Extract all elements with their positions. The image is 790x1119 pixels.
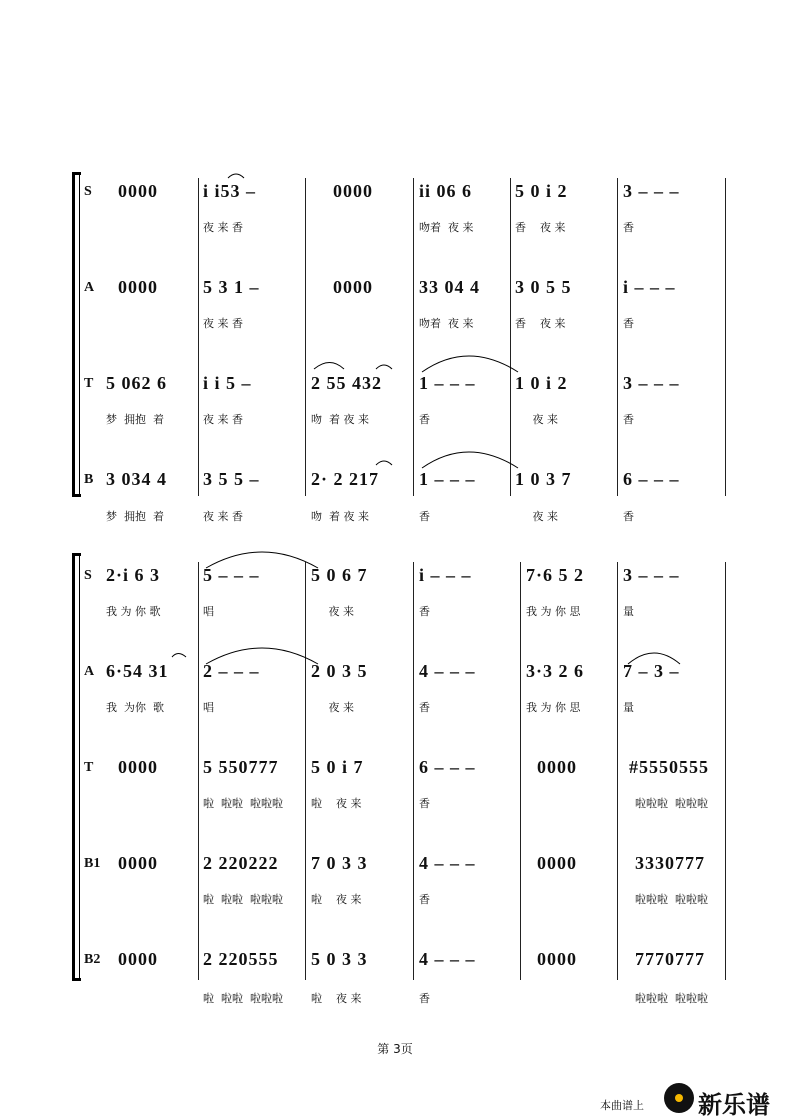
measure-notes: 6·54 31: [106, 661, 169, 681]
lyric-line: 香: [419, 701, 430, 714]
logo-text: 新乐谱: [698, 1091, 770, 1119]
measure-notes: 0000: [537, 757, 577, 777]
barline: [725, 562, 726, 980]
measure-notes: 0000: [118, 853, 158, 873]
lyric-line: 我 为 你 歌: [106, 605, 161, 618]
lyric-line: 香: [419, 605, 430, 618]
lyric-line: 香: [623, 317, 634, 330]
slur-mark: [172, 654, 186, 658]
lyric-line: 香 夜 来: [515, 221, 566, 234]
barline: [198, 178, 199, 496]
measure-notes: 3 – – –: [623, 181, 680, 201]
slur-mark: [422, 452, 518, 468]
lyric-line: 我 为 你 思: [526, 701, 581, 714]
barline: [413, 562, 414, 980]
slur-mark: [376, 365, 392, 369]
lyric-line: 梦 拥抱 着: [106, 510, 164, 523]
bracket-top-tick: [72, 172, 81, 175]
barline: [305, 562, 306, 980]
measure-notes: 0000: [118, 277, 158, 297]
measure-notes: 7·6 5 2: [526, 565, 585, 585]
measure-notes: 5 0 6 7: [311, 565, 368, 585]
measure-notes: 5 0 3 3: [311, 949, 368, 969]
lyric-line: 夜 来: [515, 510, 558, 523]
lyric-line: 啦 啦啦 啦啦啦: [203, 992, 283, 1005]
lyric-line: 啦啦啦 啦啦啦: [635, 797, 708, 810]
measure-notes: i i 5 –: [203, 373, 252, 393]
lyric-line: 啦啦啦 啦啦啦: [635, 992, 708, 1005]
bracket-top-tick: [72, 553, 81, 556]
lyric-line: 我 为 你 思: [526, 605, 581, 618]
lyric-line: 吻着 夜 来: [419, 221, 474, 234]
lyric-line: 香: [419, 510, 430, 523]
measure-notes: 33 04 4: [419, 277, 480, 297]
lyric-line: 吻 着 夜 来: [311, 510, 369, 523]
measure-notes: 0000: [333, 277, 373, 297]
lyric-line: 香: [419, 992, 430, 1005]
measure-notes: 0000: [118, 949, 158, 969]
lyric-line: 香: [623, 413, 634, 426]
voice-label: S: [84, 184, 92, 199]
barline: [617, 178, 618, 496]
bracket-bottom-tick: [72, 494, 81, 497]
slur-mark: [228, 174, 244, 178]
slur-mark: [422, 356, 518, 372]
measure-notes: 7 0 3 3: [311, 853, 368, 873]
measure-notes: ii 06 6: [419, 181, 473, 201]
measure-notes: 0000: [333, 181, 373, 201]
voice-label: S: [84, 568, 92, 583]
measure-notes: 2 – – –: [203, 661, 260, 681]
lyric-line: 香: [419, 893, 430, 906]
lyric-line: 夜 来: [311, 701, 354, 714]
barline: [725, 178, 726, 496]
measure-notes: i i53 –: [203, 181, 257, 201]
slur-mark: [376, 461, 392, 465]
voice-label: T: [84, 376, 94, 391]
measure-notes: 3 – – –: [623, 565, 680, 585]
measure-notes: 4 – – –: [419, 853, 476, 873]
barline: [305, 178, 306, 496]
lyric-line: 吻 着 夜 来: [311, 413, 369, 426]
lyric-line: 夜 来 香: [203, 317, 243, 330]
measure-notes: 6 – – –: [623, 469, 680, 489]
measure-notes: 0000: [537, 853, 577, 873]
lyric-line: 啦啦啦 啦啦啦: [635, 893, 708, 906]
lyric-line: 香: [623, 510, 634, 523]
measure-notes: 5 0 i 2: [515, 181, 568, 201]
lyric-line: 啦 啦啦 啦啦啦: [203, 797, 283, 810]
barline: [198, 562, 199, 980]
lyric-line: 夜 来 香: [203, 221, 243, 234]
measure-notes: 3 – – –: [623, 373, 680, 393]
voice-label: B2: [84, 952, 101, 967]
footer-text: 本曲谱上: [600, 1099, 644, 1112]
page-number: 第 3页: [377, 1042, 413, 1056]
lyric-line: 量: [623, 701, 634, 714]
lyric-line: 香: [623, 221, 634, 234]
voice-label: B: [84, 472, 94, 487]
barline: [617, 562, 618, 980]
lyric-line: 香: [419, 797, 430, 810]
lyric-line: 夜 来 香: [203, 413, 243, 426]
lyric-line: 我 为你 歌: [106, 701, 164, 714]
measure-notes: 5 550777: [203, 757, 279, 777]
lyric-line: 啦 啦啦 啦啦啦: [203, 893, 283, 906]
measure-notes: 3·3 2 6: [526, 661, 585, 681]
measure-notes: 2· 2 217: [311, 469, 380, 489]
lyric-line: 啦 夜 来: [311, 797, 362, 810]
measure-notes: 7770777: [635, 949, 705, 969]
lyric-line: 夜 来 香: [203, 510, 243, 523]
barline: [413, 178, 414, 496]
bracket-bottom-tick: [72, 978, 81, 981]
measure-notes: 1 – – –: [419, 469, 476, 489]
lyric-line: 啦 夜 来: [311, 893, 362, 906]
voice-label: A: [84, 664, 95, 679]
lyric-line: 夜 来: [311, 605, 354, 618]
lyric-line: 夜 来: [515, 413, 558, 426]
measure-notes: 0000: [118, 757, 158, 777]
measure-notes: 3330777: [635, 853, 705, 873]
measure-notes: 3 034 4: [106, 469, 167, 489]
lyric-line: 量: [623, 605, 634, 618]
measure-notes: 4 – – –: [419, 949, 476, 969]
measure-notes: 5 062 6: [106, 373, 167, 393]
lyric-line: 唱: [203, 605, 214, 618]
measure-notes: 2 220222: [203, 853, 279, 873]
lyric-line: 香: [419, 413, 430, 426]
measure-notes: 2 0 3 5: [311, 661, 368, 681]
measure-notes: 3 5 5 –: [203, 469, 260, 489]
site-logo[interactable]: [664, 1083, 784, 1117]
measure-notes: 0000: [118, 181, 158, 201]
voice-label: A: [84, 280, 95, 295]
barline: [510, 178, 511, 496]
measure-notes: 1 – – –: [419, 373, 476, 393]
voice-label: T: [84, 760, 94, 775]
measure-notes: 5 3 1 –: [203, 277, 260, 297]
measure-notes: 2 220555: [203, 949, 279, 969]
measure-notes: 3 0 5 5: [515, 277, 572, 297]
lyric-line: 啦 夜 来: [311, 992, 362, 1005]
measure-notes: 0000: [537, 949, 577, 969]
lyric-line: 唱: [203, 701, 214, 714]
measure-notes: 2·i 6 3: [106, 565, 161, 585]
lyric-line: 梦 拥抱 着: [106, 413, 164, 426]
voice-label: B1: [84, 856, 101, 871]
lyric-line: 香 夜 来: [515, 317, 566, 330]
measure-notes: 1 0 i 2: [515, 373, 568, 393]
measure-notes: i – – –: [623, 277, 676, 297]
measure-notes: 4 – – –: [419, 661, 476, 681]
system-1-bracket: [72, 172, 81, 497]
measure-notes: 2 55 432: [311, 373, 382, 393]
measure-notes: 7 – 3 –: [623, 661, 680, 681]
measure-notes: 5 0 i 7: [311, 757, 364, 777]
lyric-line: 吻着 夜 来: [419, 317, 474, 330]
measure-notes: 5 – – –: [203, 565, 260, 585]
measure-notes: 1 0 3 7: [515, 469, 572, 489]
measure-notes: i – – –: [419, 565, 472, 585]
measure-notes: #5550555: [629, 757, 709, 777]
barline: [520, 562, 521, 980]
slur-mark: [314, 363, 344, 370]
measure-notes: 6 – – –: [419, 757, 476, 777]
system-2-bracket: [72, 553, 81, 981]
vinyl-record-icon: [664, 1083, 694, 1113]
